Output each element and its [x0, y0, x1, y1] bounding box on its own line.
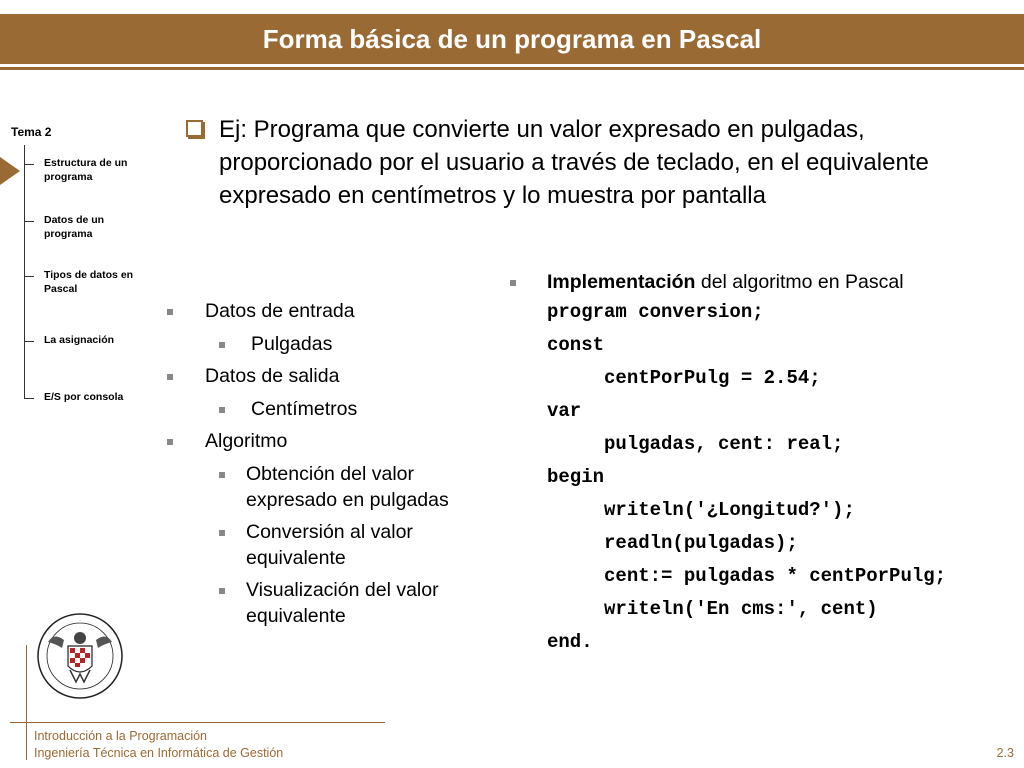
checkbox-bullet-icon — [186, 120, 203, 137]
list-subitem: Centímetros — [167, 396, 497, 422]
sidebar-item-label: E/S por consola — [44, 391, 124, 403]
code-line: readln(pulgadas); — [547, 532, 798, 554]
square-bullet-icon — [167, 374, 173, 380]
sidebar-item-es-consola[interactable] — [24, 390, 144, 404]
intro-bullet — [186, 113, 1006, 212]
footer-course-title: Introducción a la Programación — [34, 729, 208, 743]
code-line: cent:= pulgadas * centPorPulg; — [547, 565, 947, 587]
sidebar-item-label: Tipos de datos en Pascal — [44, 269, 134, 295]
square-bullet-icon — [219, 530, 225, 536]
slide-title: Forma básica de un programa en Pascal — [262, 23, 762, 54]
square-bullet-icon — [219, 472, 225, 478]
footer-vertical-rule — [26, 645, 27, 760]
code-line: begin — [547, 466, 605, 488]
list-subitem: Visualización del valor equivalente — [167, 577, 497, 629]
code-line: const — [547, 334, 605, 356]
square-bullet-icon — [219, 588, 225, 594]
square-bullet-icon — [167, 439, 173, 445]
footer-degree: Ingeniería Técnica en Informática de Gestión — [34, 746, 284, 760]
code-line: writeln('En cms:', cent) — [547, 598, 878, 620]
intro-text: Ej: Programa que convierte un valor expresado en pulgadas, proporcionado por el usuario a través de teclado, en el equivalente expresado en centímetros y lo muestra por pantalla — [219, 116, 929, 209]
sidebar-item-datos[interactable] — [24, 213, 144, 241]
footer-horizontal-rule — [10, 722, 385, 723]
square-bullet-icon — [219, 407, 225, 413]
algorithm-list — [167, 298, 497, 635]
square-bullet-icon — [219, 342, 225, 348]
list-item: Datos de entrada — [167, 298, 497, 324]
list-subitem: Pulgadas — [167, 331, 497, 357]
sidebar-item-label: La asignación — [44, 334, 115, 346]
sidebar-item-label: Datos de un programa — [44, 214, 105, 240]
list-item: Algoritmo — [167, 428, 497, 454]
list-subitem: Conversión al valor equivalente — [167, 519, 497, 571]
title-underline — [0, 67, 1024, 70]
implementation-heading: Implementación del algoritmo en Pascal — [510, 268, 1024, 296]
title-bar — [0, 14, 1024, 64]
sidebar-item-label: Estructura de un programa — [44, 157, 128, 183]
code-line: centPorPulg = 2.54; — [547, 367, 821, 389]
page-number: 2.3 — [996, 746, 1014, 760]
code-line: program conversion; — [547, 301, 764, 323]
code-line: writeln('¿Longitud?'); — [547, 499, 855, 521]
code-line: end. — [547, 631, 593, 653]
square-bullet-icon — [510, 280, 516, 286]
list-subitem: Obtención del valor expresado en pulgadas — [167, 461, 497, 513]
list-item: Datos de salida — [167, 363, 497, 389]
code-line: var — [547, 400, 582, 422]
active-item-arrow-icon — [0, 157, 20, 185]
sidebar-section-title: Tema 2 — [11, 125, 52, 139]
implementation-block — [510, 268, 1024, 659]
sidebar-item-tipos[interactable] — [24, 268, 144, 296]
sidebar-item-estructura[interactable] — [24, 156, 144, 184]
square-bullet-icon — [167, 309, 173, 315]
university-seal-icon — [36, 612, 124, 700]
sidebar-item-asignacion[interactable] — [24, 333, 144, 347]
code-line: pulgadas, cent: real; — [547, 433, 844, 455]
svg-text:·: · — [79, 618, 81, 624]
